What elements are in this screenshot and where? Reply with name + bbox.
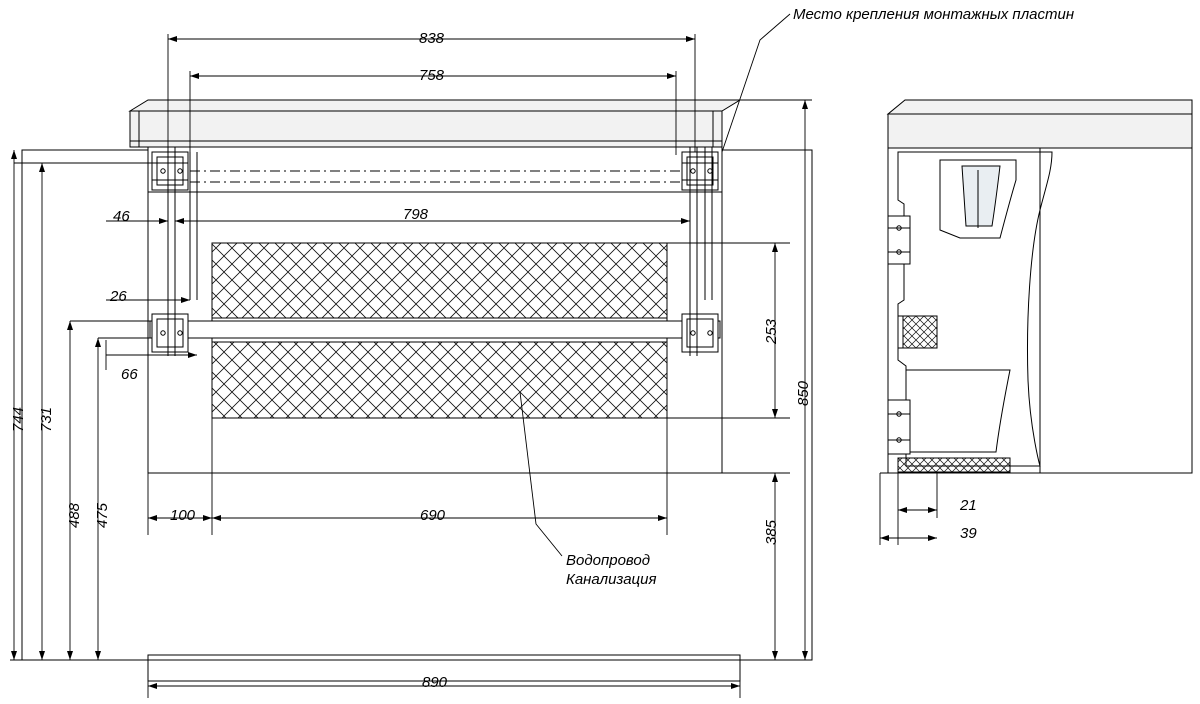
- dimension-label-21: [960, 497, 977, 514]
- dimension-label-758: [419, 67, 444, 84]
- dimension-value-253: 253: [763, 318, 780, 344]
- dimension-value-744: 744: [10, 406, 27, 432]
- mounting-plate-bottom-left: [152, 314, 188, 352]
- dimension-value-690: 690: [420, 507, 446, 524]
- dimension-label-690: [420, 507, 445, 524]
- dimension-value-39: 39: [960, 525, 977, 542]
- mounting-plate-bottom-right: [682, 314, 718, 352]
- side-view-dimensions: [880, 473, 937, 545]
- dimension-value-26: 26: [110, 288, 127, 305]
- dimension-value-21: 21: [960, 497, 977, 514]
- dimension-value-890: 890: [422, 674, 448, 691]
- dimension-label-46: [113, 208, 130, 225]
- cabinet-front-body: [130, 100, 740, 473]
- dimension-label-890: [422, 674, 447, 691]
- dimension-label-253: [763, 319, 780, 344]
- note-mounting-plates-text: Место крепления монтажных пластин: [793, 6, 1075, 23]
- dimension-value-66: 66: [121, 366, 138, 383]
- dimension-label-66: [121, 366, 138, 383]
- dimension-value-838: 838: [419, 30, 445, 47]
- note-plumbing: [566, 552, 657, 590]
- mounting-plate-top-right: [682, 152, 718, 190]
- dimension-value-850: 850: [795, 380, 812, 406]
- side-view: [880, 100, 1192, 473]
- dimension-label-385: [763, 520, 780, 545]
- dimension-value-385: 385: [763, 519, 780, 545]
- dimension-label-798: [403, 206, 428, 223]
- dimension-value-758: 758: [419, 67, 445, 84]
- dimension-label-731: [38, 407, 55, 432]
- dimension-value-731: 731: [38, 406, 55, 432]
- dimension-label-39: [960, 525, 977, 542]
- note-mounting-plates: [793, 6, 1074, 25]
- dimension-label-26: [110, 288, 127, 305]
- dimension-label-744: [10, 407, 27, 432]
- dimension-value-798: 798: [403, 206, 429, 223]
- dimension-label-838: [419, 30, 444, 47]
- dimension-label-100: [170, 507, 195, 524]
- note-plumbing-line-2: Канализация: [566, 570, 657, 588]
- mounting-plate-top-left: [152, 152, 188, 190]
- dimension-label-488: [66, 503, 83, 528]
- note-plumbing-line-1: Водопровод: [566, 552, 651, 569]
- dimension-label-850: [795, 381, 812, 406]
- dimension-value-488: 488: [66, 502, 83, 528]
- dimension-value-475: 475: [94, 502, 111, 528]
- dimension-label-475: [94, 503, 111, 528]
- dimension-value-46: 46: [113, 208, 130, 225]
- dimension-value-100: 100: [170, 507, 196, 524]
